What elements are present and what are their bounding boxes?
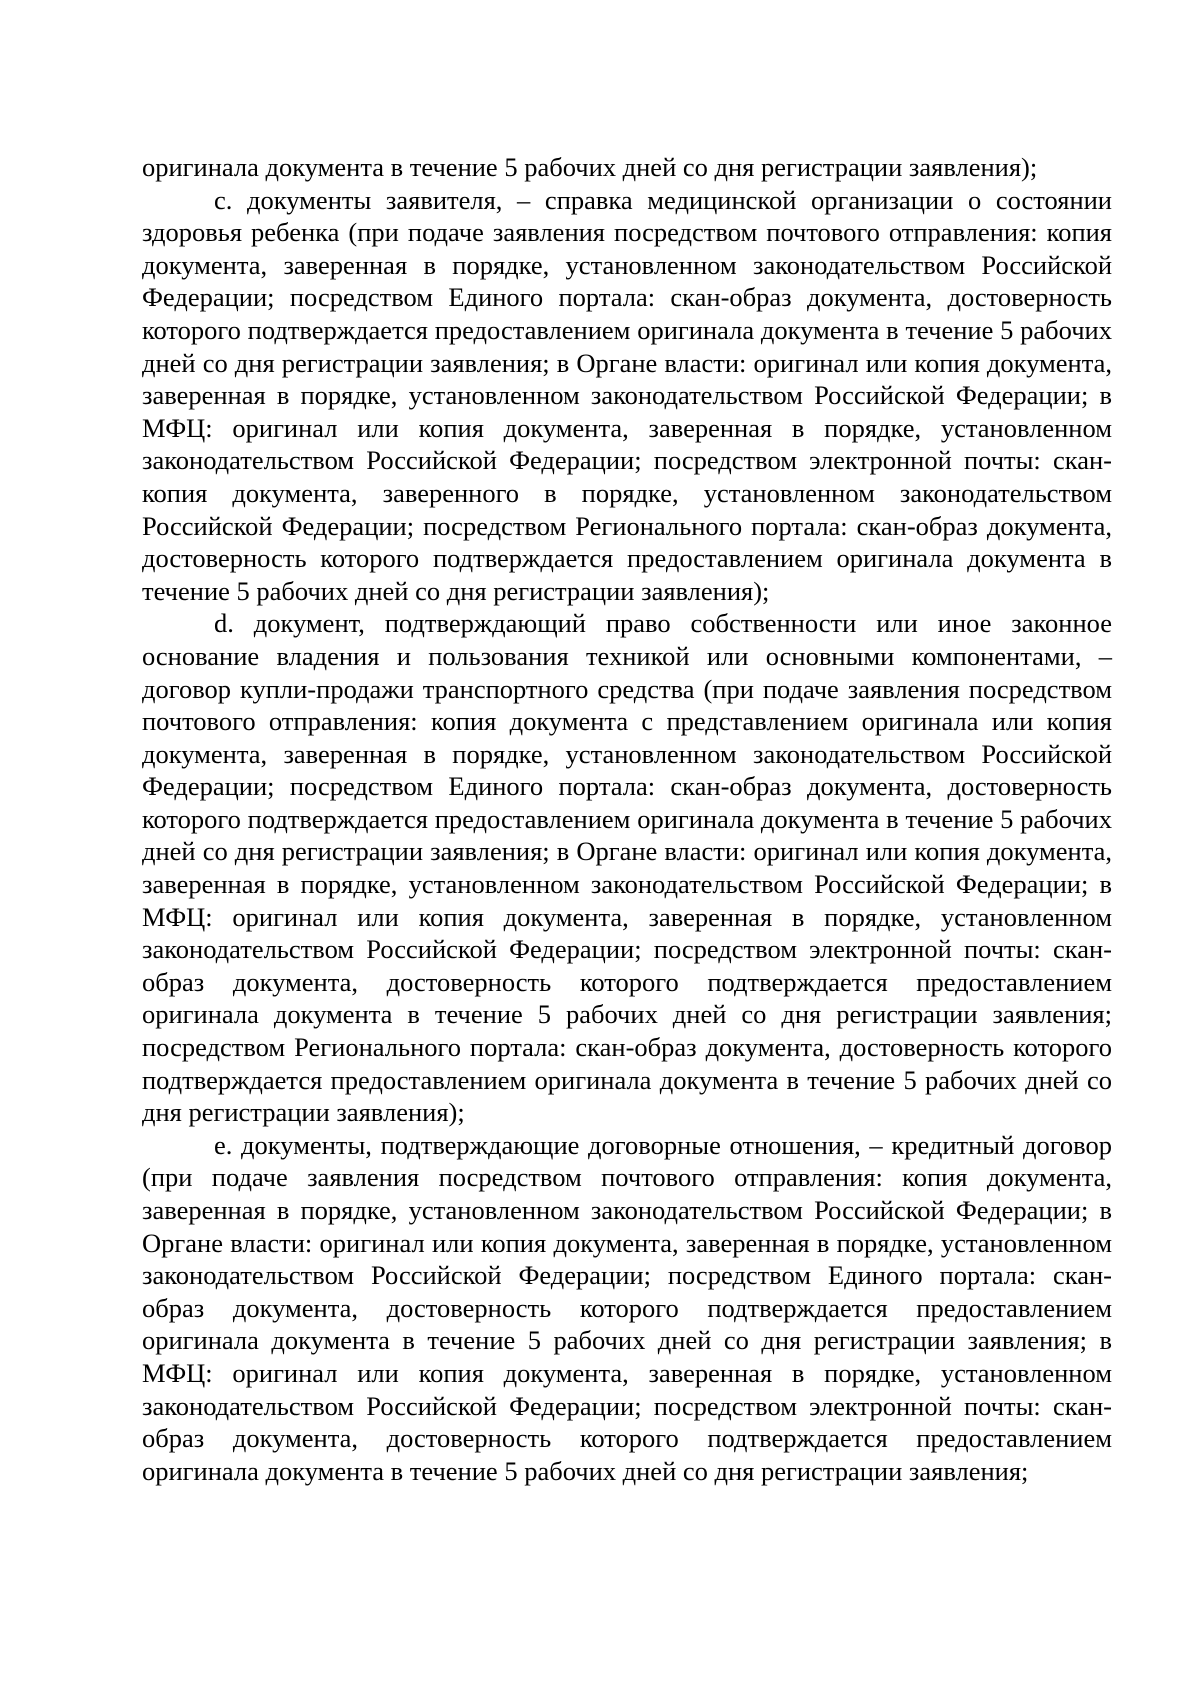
paragraph-item-c: c. документы заявителя, – справка медицинской организации о состоянии здоровья ребенка (при подаче заявления посредством почтового отправления: копия документа, заверенная в порядке, установленном законодательством Российской Федерации; посредством Единого портала: скан-образ документа, достоверность которого подтверждается предоставлением оригинала документа в течение 5 рабочих дней со дня регистрации заявления; в Органе власти: оригинал или копия документа, заверенная в порядке, установленном законодательством Российской Федерации; в МФЦ: оригинал или копия документа, заверенная в порядке, установленном законодательством Российской Федерации; посредством электронной почты: скан-копия документа, заверенного в порядке, установленном законодательством Российской Федерации; посредством Регионального портала: скан-образ документа, достоверность которого подтверждается предоставлением оригинала документа в течение 5 рабочих дней со дня регистрации заявления); — [142, 184, 1112, 606]
paragraph-continuation: оригинала документа в течение 5 рабочих дней со дня регистрации заявления); — [142, 152, 1038, 182]
paragraph-item-d: d. документ, подтверждающий право собственности или иное законное основание владения и пользования техникой или основными компонентами, – договор купли-продажи транспортного средства (при подаче заявления посредством почтового отправления: копия документа с представлением оригинала или копия документа, заверенная в порядке, установленном законодательством Российской Федерации; посредством Единого портала: скан-образ документа, достоверность которого подтверждается предоставлением оригинала документа в течение 5 рабочих дней со дня регистрации заявления; в Органе власти: оригинал или копия документа, заверенная в порядке, установленном законодательством Российской Федерации; в МФЦ: оригинал или копия документа, заверенная в порядке, установленном законодательством Российской Федерации; посредством электронной почты: скан-образ документа, достоверность которого подтверждается предоставлением оригинала документа в течение 5 рабочих дней со дня регистрации заявления; посредством Регионального портала: скан-образ документа, достоверность которого подтверждается предоставлением оригинала документа в течение 5 рабочих дней со дня регистрации заявления); — [142, 608, 1112, 1128]
document-page — [142, 151, 1112, 1487]
paragraph-item-e: e. документы, подтверждающие договорные отношения, – кредитный договор (при подаче заявления посредством почтового отправления: копия документа, заверенная в порядке, установленном законодательством Российской Федерации; в Органе власти: оригинал или копия документа, заверенная в порядке, установленном законодательством Российской Федерации; посредством Единого портала: скан-образ документа, достоверность которого подтверждается предоставлением оригинала документа в течение 5 рабочих дней со дня регистрации заявления; в МФЦ: оригинал или копия документа, заверенная в порядке, установленном законодательством Российской Федерации; посредством электронной почты: скан-образ документа, достоверность которого подтверждается предоставлением оригинала документа в течение 5 рабочих дней со дня регистрации заявления; — [142, 1129, 1112, 1486]
